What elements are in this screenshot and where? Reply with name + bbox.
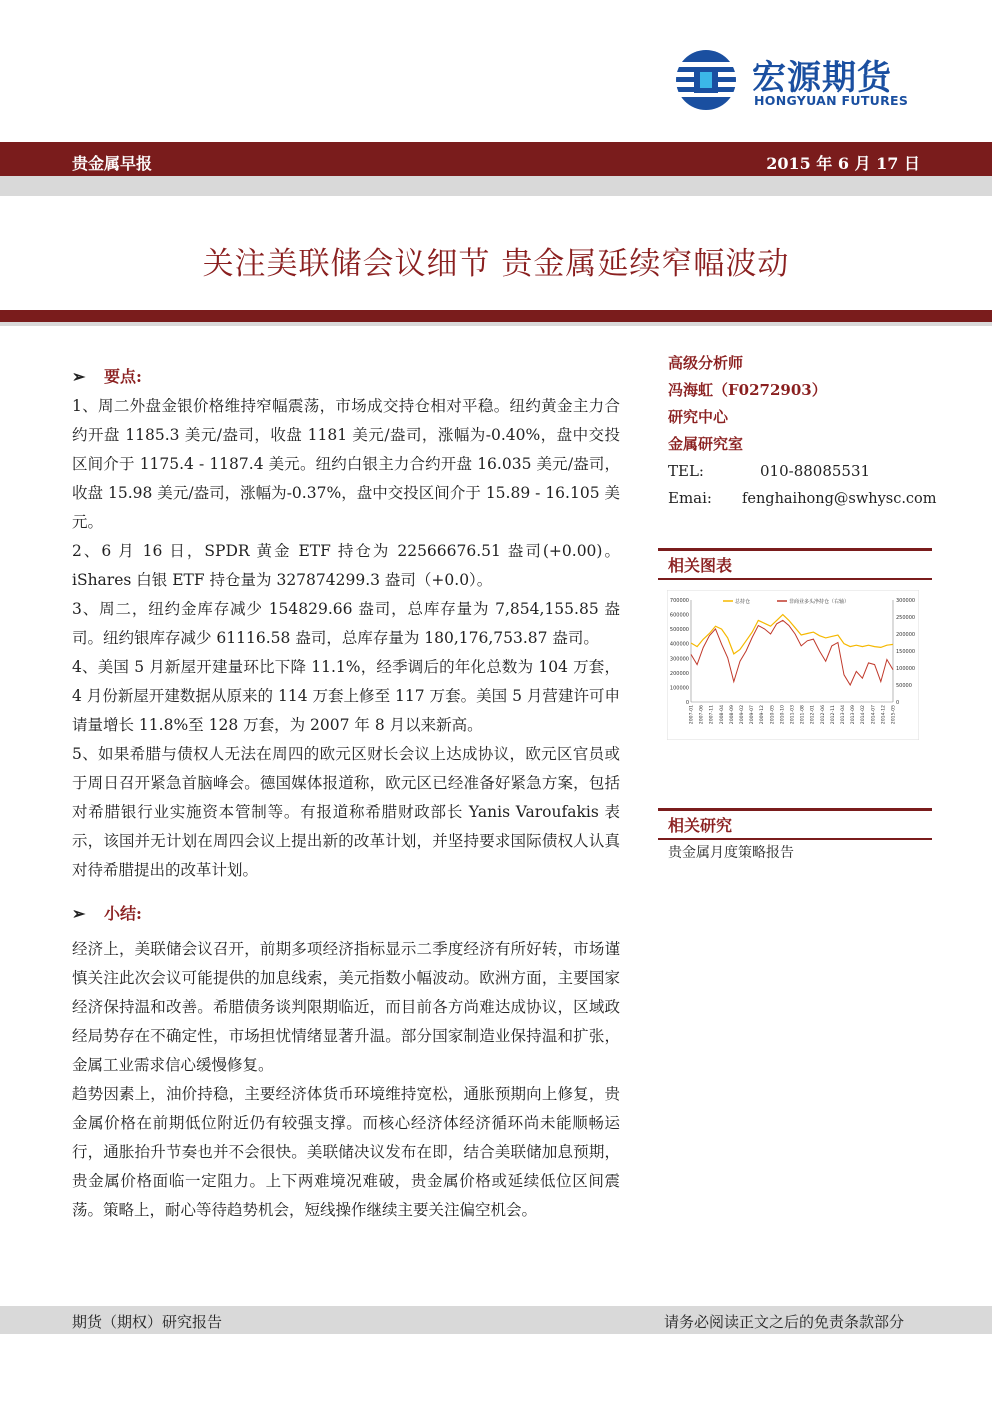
key-points-title: 要点: — [104, 367, 142, 386]
y-right-tick-label: 250000 — [896, 615, 916, 621]
point-paragraph: 2、6 月 16 日，SPDR 黄金 ETF 持仓为 22566676.51 盎司(+0.00)。iShares 白银 ETF 持仓量为 327874299.3 盎司（+0.0）。 — [72, 542, 620, 589]
analyst-title: 高级分析师 — [668, 354, 744, 372]
x-tick-label: 2013-04 — [841, 705, 846, 725]
x-tick-label: 2012-11 — [830, 705, 836, 725]
y-left-tick-label: 500000 — [669, 627, 689, 634]
x-tick-label: 2008-09 — [729, 705, 735, 725]
x-tick-label: 2010-10 — [780, 705, 786, 725]
logo-name-en: HONGYUAN FUTURES — [754, 93, 909, 108]
point-paragraph: 4、美国 5 月新屋开建量环比下降 11.1%，经季调后的年化总数为 104 万套，4 月份新屋开建数据从原来的 114 万套上修至 117 万套。美国 5 月营建许可申请量增长 11.8%至 128 万套，为 2007 年 8 月以来新高。 — [72, 658, 620, 734]
footer-disclaimer: 请务必阅读正文之后的免责条款部分 — [663, 1313, 904, 1331]
analyst-info — [668, 350, 938, 513]
email-value[interactable]: fenghaihong@swhysc.com — [742, 491, 937, 507]
x-tick-label: 2013-09 — [851, 705, 857, 725]
key-points-section — [72, 362, 620, 885]
department: 研究中心 — [668, 408, 729, 426]
x-tick-label: 2007-01 — [689, 705, 695, 725]
y-left-tick-label: 100000 — [669, 685, 689, 692]
email-label: Emai: — [668, 489, 712, 507]
x-tick-label: 2012-06 — [820, 705, 826, 725]
point-paragraph: 1、周二外盘金银价格维持窄幅震荡，市场成交持仓相对平稳。纽约黄金主力合约开盘 1185.3 美元/盎司，收盘 1181 美元/盎司，涨幅为-0.40%，盘中交投区间介于 1175.4 - 1187.4 美元。纽约白银主力合约开盘 16.035 美元/盎司，收盘 15.98 美元/盎司，涨幅为-0.37%，盘中交投区间介于 15.89 - 16.105 美元。 — [72, 397, 620, 531]
x-tick-label: 2015-05 — [891, 705, 897, 725]
x-tick-label: 2007-06 — [699, 705, 705, 725]
x-tick-label: 2007-11 — [709, 705, 715, 725]
summary-paragraph: 趋势因素上，油价持稳，主要经济体货币环境维持宽松，通胀预期向上修复，贵金属价格在前期低位附近仍有较强支撑。而核心经济体经济循环尚未能顺畅运行，通胀抬升节奏也并不会很快。美联储决议发布在即，结合美联储加息预期，贵金属价格面临一定阻力。上下两难境况难破，贵金属价格或延续低位区间震荡。策略上，耐心等待趋势机会，短线操作继续主要关注偏空机会。 — [72, 1085, 620, 1219]
holdings-chart-svg — [667, 590, 919, 740]
title-rule-shadow — [0, 322, 992, 326]
y-left-tick-label: 400000 — [669, 641, 689, 648]
summary-heading — [72, 899, 620, 929]
y-left-tick-label: 200000 — [669, 670, 689, 677]
x-tick-label: 2009-07 — [750, 705, 756, 725]
y-left-tick-label: 0 — [685, 700, 689, 706]
arrow-bullet-icon: ➢ — [72, 367, 86, 386]
x-tick-label: 2011-03 — [790, 705, 796, 725]
y-right-tick-label: 300000 — [896, 598, 916, 604]
summary-title: 小结: — [104, 904, 142, 923]
summary-paragraph: 经济上，美联储会议召开，前期多项经济指标显示二季度经济有所好转，市场谨慎关注此次会议可能提供的加息线索，美元指数小幅波动。欧洲方面，主要国家经济保持温和改善。希腊债务谈判限期临近，而目前各方尚难达成协议，区域政经局势存在不确定性，市场担忧情绪显著升温。部分国家制造业保持温和扩张，金属工业需求信心缓慢修复。 — [72, 940, 620, 1074]
y-right-tick-label: 150000 — [896, 649, 916, 655]
chart-heading: 相关图表 — [668, 556, 733, 575]
related-report-link[interactable]: 贵金属月度策略报告 — [668, 845, 794, 861]
point-paragraph: 3、周二，纽约金库存减少 154829.66 盎司，总库存量为 7,854,155.85 盎司。纽约银库存减少 61116.58 盎司，总库存量为 180,176,753.87 盎司。 — [72, 600, 620, 647]
y-right-tick-label: 100000 — [896, 666, 916, 672]
report-section-label: 贵金属早报 — [72, 154, 153, 173]
main-content — [72, 362, 620, 1225]
y-right-tick-label: 50000 — [896, 683, 912, 689]
title-rule — [0, 310, 992, 322]
chart-heading-box — [658, 548, 932, 580]
holdings-chart — [667, 590, 919, 740]
related-heading: 相关研究 — [668, 816, 733, 835]
logo-name-cn: 宏源期货 — [752, 58, 892, 98]
x-tick-label: 2008-04 — [719, 705, 725, 725]
related-heading-box — [658, 808, 932, 840]
x-tick-label: 2012-01 — [810, 705, 816, 725]
phone-value: 010-88085531 — [760, 462, 871, 480]
company-logo — [672, 46, 922, 116]
y-left-tick-label: 700000 — [669, 598, 689, 604]
x-tick-label: 2014-07 — [871, 705, 877, 725]
x-tick-label: 2014-12 — [881, 705, 887, 725]
sub-department: 金属研究室 — [668, 435, 744, 453]
y-right-tick-label: 200000 — [896, 632, 916, 638]
x-tick-label: 2009-12 — [760, 705, 766, 725]
legend-label-total: 总持仓 — [735, 599, 751, 605]
y-left-tick-label: 600000 — [669, 612, 689, 619]
x-tick-label: 2010-05 — [770, 705, 776, 725]
phone-label: TEL: — [668, 462, 704, 480]
footer-left-text: 期货（期权）研究报告 — [72, 1313, 223, 1331]
page-title: 关注美联储会议细节 贵金属延续窄幅波动 — [202, 246, 790, 282]
summary-section — [72, 899, 620, 1225]
phone-row — [668, 458, 938, 485]
legend-label-net-long: 非商业多头净持仓（右轴） — [789, 599, 850, 605]
report-date: 2015 年 6 月 17 日 — [766, 154, 920, 173]
x-tick-label: 2014-02 — [861, 705, 867, 725]
header-band-shadow — [0, 176, 992, 196]
hongyuan-logo-icon — [672, 48, 744, 112]
y-left-tick-label: 300000 — [669, 656, 689, 663]
x-tick-label: 2011-08 — [800, 705, 806, 725]
x-tick-label: 2009-02 — [740, 705, 745, 725]
point-paragraph: 5、如果希腊与债权人无法在周四的欧元区财长会议上达成协议，欧元区官员或于周日召开紧急首脑峰会。德国媒体报道称，欧元区已经准备好紧急方案，包括对希腊银行业实施资本管制等。有报道称希腊财政部长 Yanis Varoufakis 表示，该国并无计划在周四会议上提出新的改革计划，并坚持要求国际债权人认真对待希腊提出的改革计划。 — [72, 745, 620, 879]
arrow-bullet-icon: ➢ — [72, 904, 86, 923]
key-points-heading — [72, 362, 620, 392]
y-right-tick-label: 0 — [896, 700, 900, 706]
email-row — [668, 485, 938, 513]
analyst-name: 冯海虹（F0272903） — [668, 381, 827, 399]
